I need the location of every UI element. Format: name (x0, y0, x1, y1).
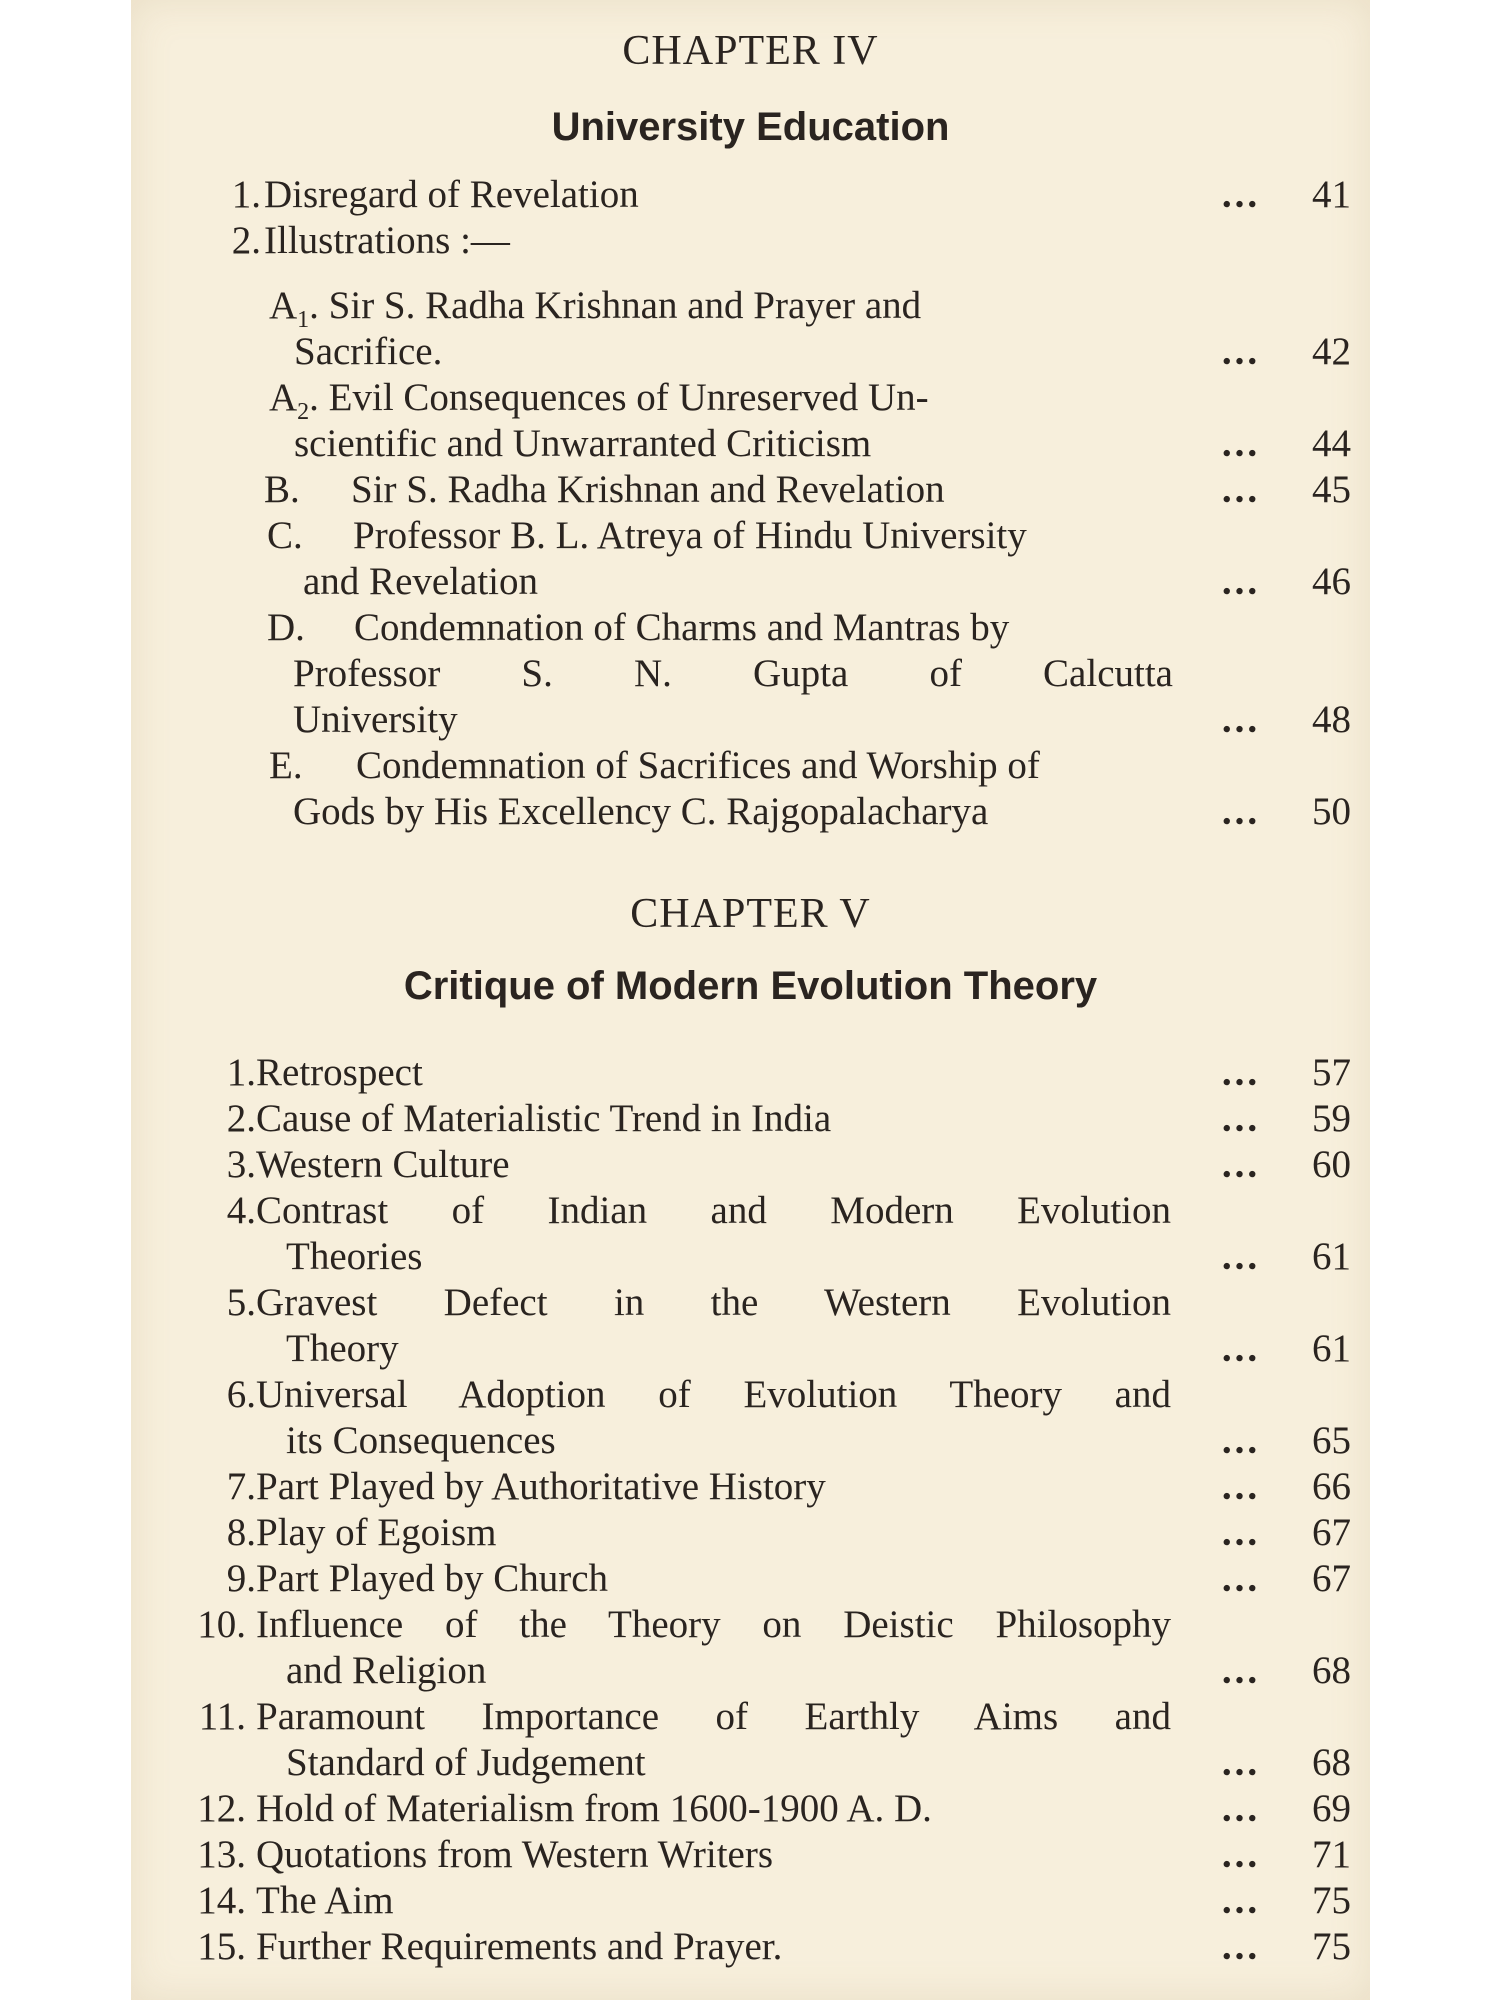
dot-leader: ... (1221, 1051, 1261, 1094)
entry-title: Hold of Materialism from 1600-1900 A. D. (256, 1787, 932, 1830)
sub-entry-title: $A_2$. Evil Consequences of Unreserved Un- (269, 376, 929, 425)
toc-sub-entry (131, 467, 1370, 513)
toc-entry (131, 1878, 1370, 1924)
dot-leader: ... (1221, 1833, 1261, 1876)
toc-entry (131, 1510, 1370, 1556)
toc-entry (131, 1464, 1370, 1510)
dot-leader: ... (1221, 1419, 1261, 1462)
entry-title: Cause of Materialistic Trend in India (256, 1097, 832, 1140)
entry-number: 2. (231, 219, 261, 262)
page-number: 65 (1312, 1419, 1351, 1462)
toc-entry (131, 1556, 1370, 1602)
entry-title: Disregard of Revelation (264, 173, 639, 216)
page-number: 68 (1312, 1741, 1351, 1784)
page-number: 48 (1312, 698, 1351, 741)
toc-entry (131, 1142, 1370, 1188)
toc-entry-cont (131, 1326, 1370, 1372)
page-number: 44 (1312, 422, 1351, 465)
chapter-v-heading: CHAPTER V (630, 891, 871, 937)
toc-sub-entry-cont (131, 329, 1370, 375)
chapter-iv-heading: CHAPTER IV (622, 28, 879, 74)
dot-leader: ... (1221, 1143, 1261, 1186)
dot-leader: ... (1221, 1649, 1261, 1692)
sub-entry-title: Condemnation of Charms and Mantras by (354, 606, 1010, 649)
dot-leader: ... (1221, 422, 1261, 465)
sub-entry-title: scientific and Unwarranted Criticism (294, 422, 872, 465)
sub-entry-title: Sacrifice. (294, 330, 443, 373)
toc-entry (131, 1372, 1370, 1418)
entry-number: 12. (197, 1787, 246, 1830)
entry-title: Retrospect (256, 1051, 423, 1094)
toc-entry (131, 1096, 1370, 1142)
page-number: 61 (1312, 1235, 1351, 1278)
chapter-iv-title: University Education (551, 105, 950, 149)
dot-leader: ... (1221, 1327, 1261, 1370)
dot-leader: ... (1221, 173, 1261, 216)
sub-entry-subscript: 2 (297, 398, 310, 425)
sub-entry-title: University (293, 698, 458, 741)
sub-entry-title: $A_1$. Sir S. Radha Krishnan and Prayer and (269, 284, 922, 333)
toc-sub-entry-cont (131, 651, 1370, 697)
entry-title: Theories (286, 1235, 423, 1278)
dot-leader: ... (1221, 1787, 1261, 1830)
sub-entry-label: E. (269, 744, 303, 787)
page-number: 59 (1312, 1097, 1351, 1140)
entry-title: Universal Adoption of Evolution Theory and (256, 1373, 1171, 1416)
page-number: 71 (1312, 1833, 1351, 1876)
page-number: 60 (1312, 1143, 1351, 1186)
entry-title: Standard of Judgement (286, 1741, 646, 1784)
book-page (131, 0, 1370, 2000)
entry-number: 4. (226, 1189, 256, 1232)
dot-leader: ... (1221, 468, 1261, 511)
page-number: 68 (1312, 1649, 1351, 1692)
entry-number: 3. (226, 1143, 256, 1186)
toc-sub-entry-cont (131, 421, 1370, 467)
dot-leader: ... (1221, 1557, 1261, 1600)
toc-entry (131, 1832, 1370, 1878)
entry-title: Part Played by Church (256, 1557, 609, 1600)
page-number: 50 (1312, 790, 1351, 833)
entry-number: 10. (197, 1603, 246, 1646)
sub-entry-title: Gods by His Excellency C. Rajgopalacharya (293, 790, 989, 833)
entry-title: The Aim (256, 1879, 394, 1922)
dot-leader: ... (1221, 1879, 1261, 1922)
toc-entry-cont (131, 1648, 1370, 1694)
dot-leader: ... (1221, 1741, 1261, 1784)
toc-sub-entry (131, 513, 1370, 559)
entry-number: 7. (226, 1465, 256, 1508)
toc-entry (131, 172, 1370, 218)
dot-leader: ... (1221, 698, 1261, 741)
entry-title: Play of Egoism (256, 1511, 497, 1554)
entry-title: Contrast of Indian and Modern Evolution (256, 1189, 1171, 1232)
entry-title: Quotations from Western Writers (256, 1833, 773, 1876)
sub-entry-label: A (269, 376, 298, 419)
toc-entry (131, 1188, 1370, 1234)
toc-entry (131, 218, 1370, 264)
toc-entry-cont (131, 1234, 1370, 1280)
dot-leader: ... (1221, 1235, 1261, 1278)
dot-leader: ... (1221, 1097, 1261, 1140)
toc-entry (131, 1924, 1370, 1970)
sub-entry-subscript: 1 (297, 306, 310, 333)
entry-number: 15. (197, 1925, 246, 1968)
entry-number: 14. (197, 1879, 246, 1922)
sub-entry-label: A (269, 284, 298, 327)
sub-entry-label: C. (267, 514, 303, 557)
sub-entry-title: Condemnation of Sacrifices and Worship of (356, 744, 1040, 787)
page-number: 69 (1312, 1787, 1351, 1830)
entry-number: 1. (226, 1051, 256, 1094)
dot-leader: ... (1221, 790, 1261, 833)
toc-entry (131, 1786, 1370, 1832)
entry-title: Paramount Importance of Earthly Aims and (256, 1695, 1171, 1738)
entry-title: Western Culture (256, 1143, 510, 1186)
page-number: 45 (1312, 468, 1351, 511)
dot-leader: ... (1221, 330, 1261, 373)
page-number: 57 (1312, 1051, 1351, 1094)
toc-entry-cont (131, 1418, 1370, 1464)
toc-sub-entry-cont (131, 697, 1370, 743)
entry-number: 9. (226, 1557, 256, 1600)
page-number: 67 (1312, 1557, 1351, 1600)
page-number: 67 (1312, 1511, 1351, 1554)
sub-entry-label: D. (267, 606, 305, 649)
entry-number: 13. (197, 1833, 246, 1876)
page-number: 75 (1312, 1925, 1351, 1968)
entry-number: 5. (226, 1281, 256, 1324)
sub-entry-title: Sir S. Radha Krishnan and Revelation (351, 468, 945, 511)
dot-leader: ... (1221, 1925, 1261, 1968)
entry-number: 11. (198, 1695, 246, 1738)
toc-entry (131, 1050, 1370, 1096)
entry-title: Theory (286, 1327, 399, 1370)
page-number: 66 (1312, 1465, 1351, 1508)
sub-entry-title: Professor B. L. Atreya of Hindu University (353, 514, 1027, 557)
entry-number: 6. (226, 1373, 256, 1416)
entry-title: Gravest Defect in the Western Evolution (256, 1281, 1171, 1324)
toc-sub-entry (131, 375, 1370, 425)
entry-title: Influence of the Theory on Deistic Philosophy (256, 1603, 1171, 1646)
page-number: 46 (1312, 560, 1351, 603)
chapter-v-title: Critique of Modern Evolution Theory (403, 964, 1098, 1008)
toc-sub-entry (131, 283, 1370, 333)
toc-entry (131, 1280, 1370, 1326)
page-number: 61 (1312, 1327, 1351, 1370)
page-number: 42 (1312, 330, 1351, 373)
toc-sub-entry (131, 605, 1370, 651)
toc-entry-cont (131, 1740, 1370, 1786)
entry-title: and Religion (286, 1649, 487, 1692)
toc-entry (131, 1602, 1370, 1648)
sub-entry-title: Professor S. N. Gupta of Calcutta (293, 652, 1173, 695)
entry-title: its Consequences (286, 1419, 556, 1462)
entry-title: Part Played by Authoritative History (256, 1465, 826, 1508)
toc-sub-entry-cont (131, 789, 1370, 835)
entry-number: 1. (231, 173, 261, 216)
sub-entry-title: and Revelation (303, 560, 539, 603)
entry-title: Illustrations :— (264, 219, 510, 262)
toc-sub-entry (131, 743, 1370, 789)
entry-number: 2. (226, 1097, 256, 1140)
page-number: 41 (1312, 173, 1351, 216)
dot-leader: ... (1221, 560, 1261, 603)
entry-number: 8. (226, 1511, 256, 1554)
toc-sub-entry-cont (131, 559, 1370, 605)
sub-entry-label: B. (264, 468, 300, 511)
entry-title: Further Requirements and Prayer. (256, 1925, 783, 1968)
toc-entry (131, 1694, 1370, 1740)
page-number: 75 (1312, 1879, 1351, 1922)
dot-leader: ... (1221, 1465, 1261, 1508)
dot-leader: ... (1221, 1511, 1261, 1554)
